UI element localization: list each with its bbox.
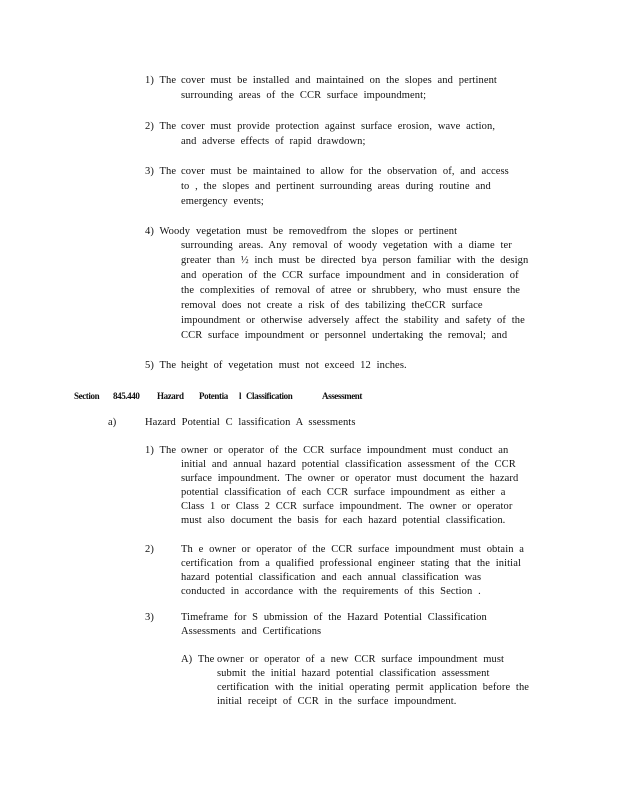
item-text-line: certification from a qualified professional engineer stating that the initial [181,558,521,569]
item-text-line: cover must provide protection against surface erosion, wave action, [181,121,496,132]
item-marker: 2) [145,544,154,555]
item-text-line: impoundment or otherwise adversely affect the stability and safety of the [181,315,525,326]
item-text-line: surrounding areas. Any removal of woody vegetation with a diame ter [181,240,512,251]
item-text-line: Th e owner or operator of the CCR surface impoundment must obtain a [181,544,525,555]
item-marker: 1) The [145,445,177,456]
item-text-line: potential classification of each CCR surface impoundment as either a [181,487,506,498]
section-number: 845.440 [113,391,140,401]
item-text-line: owner or operator of the CCR surface impoundment must conduct an [181,445,509,456]
item-text-line: cover must be installed and maintained on the slopes and pertinent [181,75,497,86]
item-text-line: emergency events; [181,196,264,207]
section-title-word: Potentia [199,391,228,401]
subsection-title: Hazard Potential C lassification A ssessments [145,417,356,428]
item-text-line: certification with the initial operating permit application before the [217,682,530,693]
item-text-line: owner or operator of a new CCR surface impoundment must [217,654,505,665]
item-text-line: vegetation must be removedfrom the slopes or pertinent [196,226,458,237]
item-text-line: must also document the basis for each hazard potential classification. [181,515,506,526]
section-title-word: Assessment [322,391,362,401]
item-text-line: and operation of the CCR surface impoundment and in consideration of [181,270,519,281]
item-text-line: cover must be maintained to allow for the observation of, and access [181,166,509,177]
item-text-line: removal does not create a risk of des tabilizing theCCR surface [181,300,483,311]
item-text-line: hazard potential classification and each annual classification was [181,572,482,583]
item-marker: 5) The [145,360,177,371]
item-marker: A) The [181,654,215,665]
item-text-line: Assessments and Certifications [181,626,322,637]
item-marker: 3) The [145,166,177,177]
item-text-line: Timeframe for S ubmission of the Hazard Potential Classification [181,612,487,623]
subsection-marker: a) [108,417,117,428]
section-title-word: l Classification [239,391,293,401]
item-text-line: the complexities of removal of atree or shrubbery, who must ensure the [181,285,521,296]
item-text-line: submit the initial hazard potential classification assessment [217,668,490,679]
item-text-line: conducted in accordance with the requirements of this Section . [181,586,481,597]
item-marker: 4) Woody [145,226,191,237]
item-text-line: greater than ½ inch must be directed bya person familiar with the design [181,255,529,266]
item-text-line: initial and annual hazard potential classification assessment of the CCR [181,459,516,470]
item-text-line: surrounding areas of the CCR surface impoundment; [181,90,427,101]
section-title-word: Hazard [157,391,184,401]
item-text-line: and adverse effects of rapid drawdown; [181,136,366,147]
item-marker: 3) [145,612,154,623]
item-marker: 1) The [145,75,177,86]
item-text-line: Class 1 or Class 2 CCR surface impoundment. The owner or operator [181,501,513,512]
item-marker: 2) The [145,121,177,132]
item-text-line: height of vegetation must not exceed 12 inches. [181,360,407,371]
item-text-line: CCR surface impoundment or personnel undertaking the removal; and [181,330,508,341]
item-text-line: initial receipt of CCR in the surface impoundment. [217,696,457,707]
section-label: Section [74,391,100,401]
item-text-line: surface impoundment. The owner or operator must document the hazard [181,473,519,484]
item-text-line: to , the slopes and pertinent surrounding areas during routine and [181,181,491,192]
